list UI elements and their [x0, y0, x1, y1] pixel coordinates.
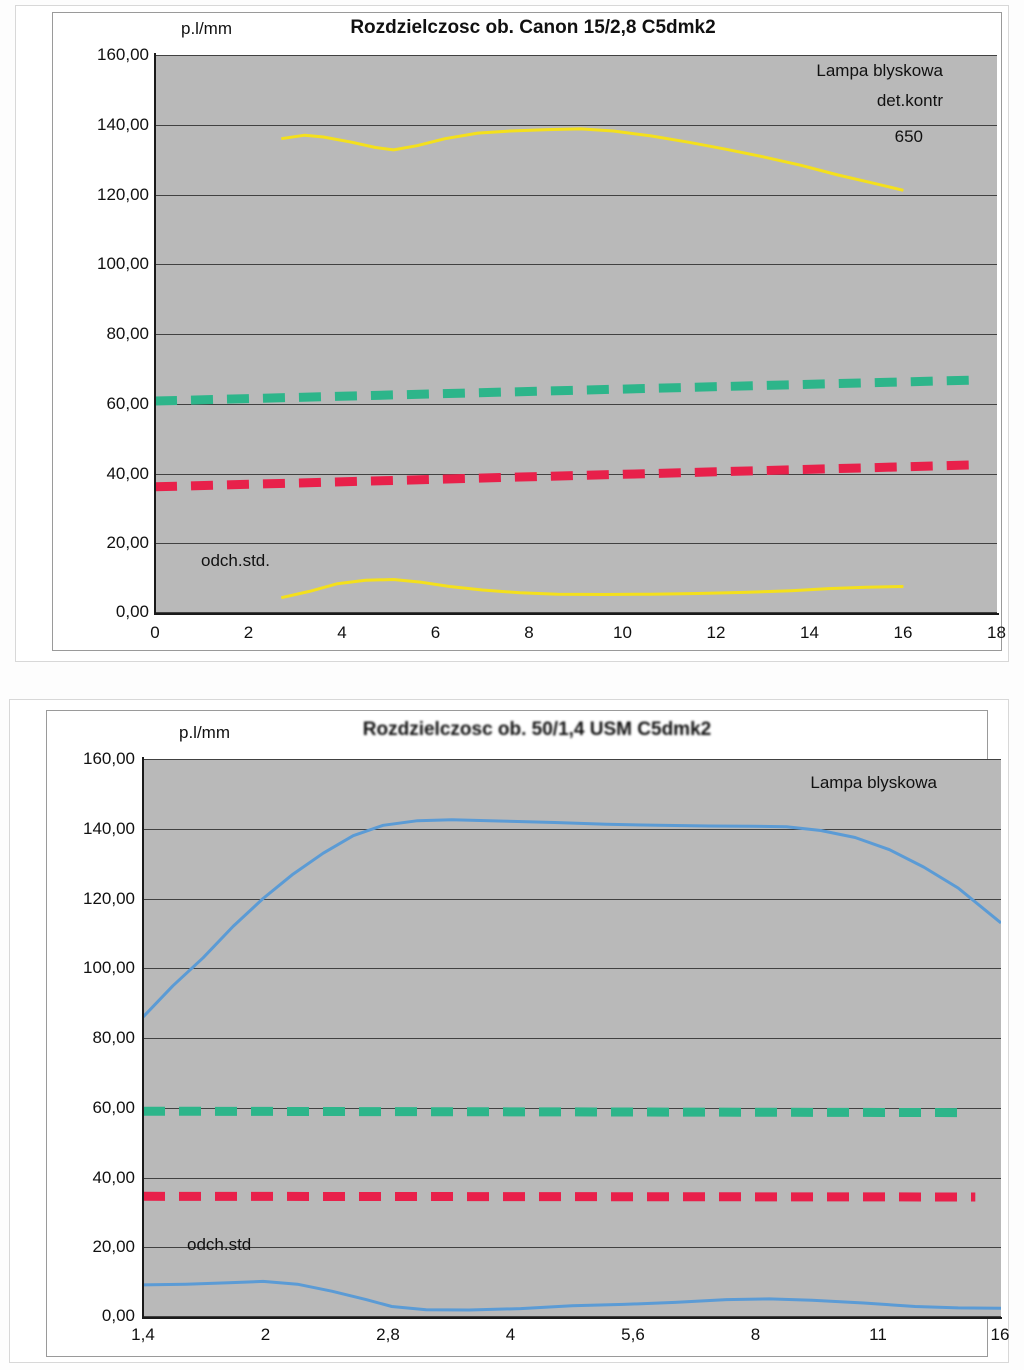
- y-tick-label: 120,00: [97, 184, 149, 204]
- flash-note-line2: det.kontr: [876, 91, 943, 110]
- series-3: [281, 580, 903, 598]
- y-tick-label: 100,00: [83, 958, 135, 978]
- x-tick-label: 1,4: [131, 1325, 155, 1344]
- series-2: [143, 1196, 975, 1197]
- y-tick-label: 20,00: [92, 1237, 135, 1257]
- plot-area-2: [143, 759, 1001, 1317]
- x-tick-label: 2: [260, 1325, 271, 1344]
- x-tick-label: 2: [243, 623, 254, 642]
- x-tick-label: 11: [869, 1325, 887, 1344]
- y-axis-title: p.l/mm: [179, 723, 230, 742]
- series-0: [143, 820, 1001, 1017]
- chart-lines-2: [143, 759, 1001, 1317]
- x-tick-label: 16: [990, 1325, 1010, 1344]
- x-tick-label: 2,8: [376, 1325, 400, 1344]
- flash-note-value: 650: [894, 127, 923, 146]
- std-dev-label: odch.std.: [201, 551, 270, 570]
- series-1: [155, 380, 978, 401]
- chart-frame-2: [46, 710, 1010, 1357]
- y-axis-2: [142, 757, 144, 1319]
- x-tick-label: 12: [706, 623, 726, 642]
- y-tick-label: 60,00: [106, 393, 149, 413]
- flash-note-line1: Lampa blyskowa: [810, 773, 937, 792]
- y-tick-label: 140,00: [97, 114, 149, 134]
- x-tick-label: 10: [613, 623, 632, 642]
- x-tick-label: 4: [337, 623, 347, 642]
- y-tick-label: 80,00: [92, 1028, 135, 1047]
- y-tick-label: 20,00: [106, 533, 149, 553]
- y-axis-title: p.l/mm: [181, 19, 232, 38]
- y-tick-label: 0,00: [115, 602, 149, 621]
- x-tick-label: 14: [800, 623, 819, 642]
- x-axis-2: [142, 1317, 1002, 1319]
- y-tick-label: 100,00: [97, 254, 149, 274]
- series-1: [143, 1111, 967, 1112]
- x-axis-1: [154, 613, 999, 615]
- chart-frame-1: [52, 12, 1006, 651]
- y-tick-label: 40,00: [106, 463, 149, 483]
- x-tick-label: 5,6: [621, 1325, 645, 1344]
- std-dev-label: odch.std: [187, 1235, 252, 1254]
- x-tick-label: 0: [150, 623, 160, 642]
- y-tick-label: 160,00: [97, 45, 149, 64]
- x-tick-label: 6: [430, 623, 441, 642]
- y-tick-label: 40,00: [92, 1167, 135, 1187]
- series-2: [155, 465, 978, 487]
- x-tick-label: 8: [524, 623, 534, 642]
- x-tick-label: 4: [505, 1325, 516, 1344]
- y-tick-label: 120,00: [83, 888, 135, 908]
- y-axis-1: [154, 53, 156, 615]
- chart-card-2: [10, 700, 1008, 1362]
- chart-title: Rozdzielczosc ob. Canon 15/2,8 C5dmk2: [350, 17, 716, 38]
- flash-note-line1: Lampa blyskowa: [816, 61, 943, 80]
- x-tick-label: 18: [987, 623, 1006, 642]
- x-tick-label: 8: [750, 1325, 761, 1344]
- chart-title: Rozdzielczosc ob. 50/1,4 USM C5dmk2: [362, 719, 712, 740]
- x-tick-label: 16: [893, 623, 913, 642]
- y-tick-label: 140,00: [83, 818, 135, 838]
- y-tick-label: 80,00: [106, 324, 149, 343]
- y-tick-label: 160,00: [83, 749, 135, 768]
- y-tick-label: 60,00: [92, 1097, 135, 1117]
- chart-card-1: [16, 6, 1008, 661]
- series-3: [143, 1281, 1001, 1310]
- y-tick-label: 0,00: [101, 1306, 135, 1325]
